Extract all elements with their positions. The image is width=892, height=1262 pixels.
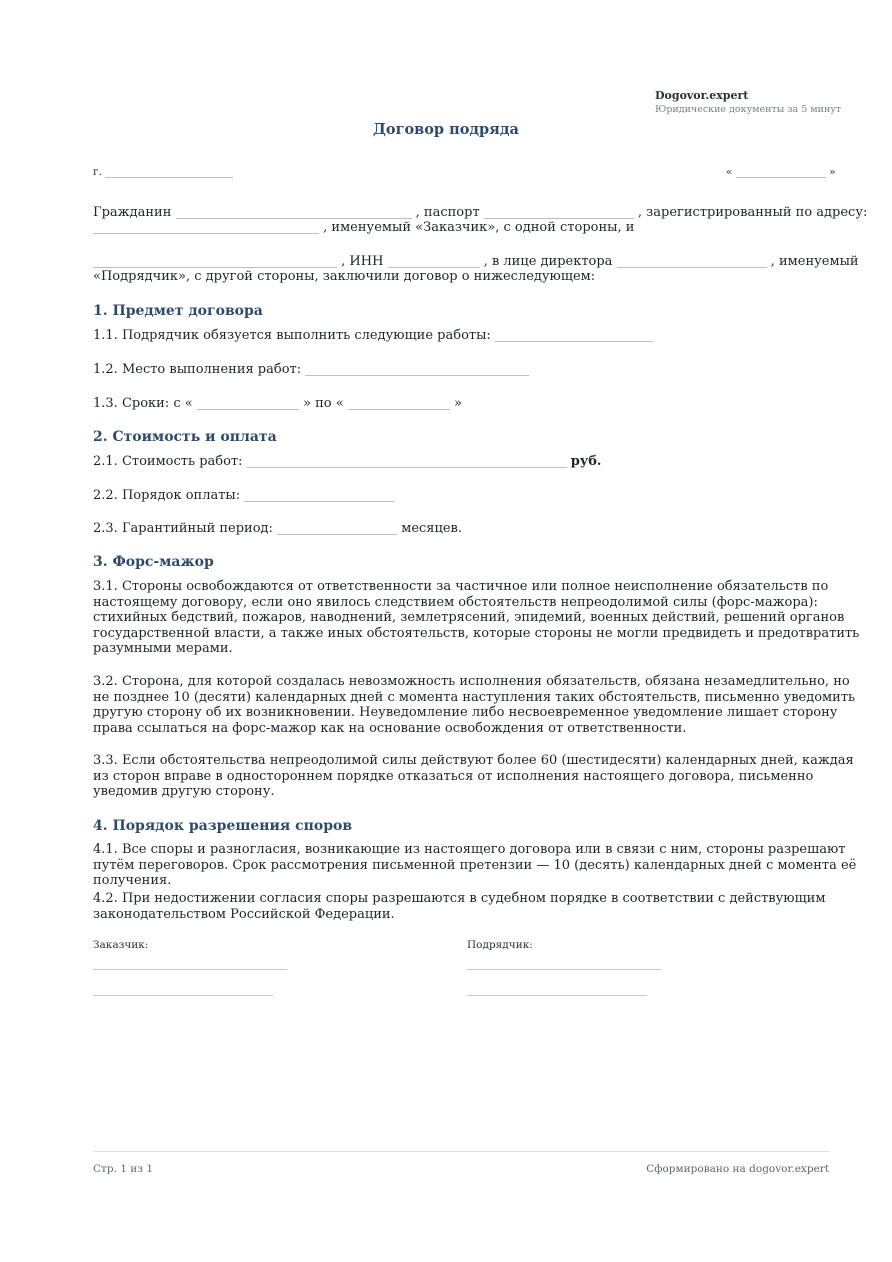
section-3-heading: 3. Форс-мажор [93,554,214,570]
brand-name: Dogovor.expert [655,89,749,102]
customer-address-field[interactable] [93,220,319,234]
brand-tagline: Юридические документы за 5 минут [655,104,842,115]
page-number: Стр. 1 из 1 [93,1163,154,1175]
customer-name-line[interactable] [93,995,273,996]
section-4-heading: 4. Порядок разрешения споров [93,818,353,834]
clause-3-3: 3.3. Если обстоятельства непреодолимой силы действуют более 60 (шестидесяти) календарных дней, каждая из сторон вправе в одностороннем порядке отказаться от исполнения настоящего договора, письменно уведомив другую сторону. [93,753,854,799]
passport-label: , паспорт [415,205,480,220]
named-label: , именуемый [770,254,859,269]
clause-1-3-mid: » по « [302,396,344,411]
works-field[interactable] [495,328,653,342]
customer-passport-field[interactable] [484,205,634,219]
parties-line-4 [93,269,595,284]
work-place-field[interactable] [305,362,529,376]
clause-4-1: 4.1. Все споры и разногласия, возникающие из настоящего договора или в связи с ним, стороны разрешают путём переговоров. Срок рассмотрения письменной претензии — 10 (десять) календарных дней с момента её получения. [93,842,857,888]
end-date-field[interactable] [348,396,450,410]
date-quote-close: » [829,166,836,178]
parties-line-3 [93,254,859,269]
contractor-signature-line[interactable] [467,969,661,970]
citizen-label: Гражданин [93,205,172,220]
registered-label: , зарегистрированный по адресу: [637,205,868,220]
customer-signature-line[interactable] [93,969,287,970]
warranty-unit: месяцев. [401,521,462,536]
clause-2-1-text: 2.1. Стоимость работ: [93,454,243,469]
clause-3-2: 3.2. Сторона, для которой создалась невозможность исполнения обязательств, обязана незамедлительно, но не позднее 10 (десяти) календарных дней с момента наступления таких обстоятельств, письменно уведомить другую сторону об их возникновении. Неуведомление либо несвоевременное уведомление лишает сторону права ссылаться на форс-мажор как на основание освобождения от ответственности. [93,674,856,736]
contractor-suffix: «Подрядчик», с другой стороны, заключили договор о нижеследующем: [93,269,596,284]
date-line [726,164,836,180]
generated-note: Сформировано на dogovor.expert [646,1163,829,1175]
start-date-field[interactable] [197,396,299,410]
contractor-signature-label: Подрядчик: [467,939,533,951]
clause-2-2 [93,488,394,503]
director-name-field[interactable] [617,254,767,268]
brand-block [655,88,841,117]
contractor-name-line[interactable] [467,995,647,996]
warranty-field[interactable] [277,521,397,535]
contractor-inn-field[interactable] [388,254,480,268]
customer-signature-label: Заказчик: [93,939,149,951]
city-line [93,164,233,180]
clause-1-2 [93,362,529,377]
parties-line-1 [93,205,867,220]
price-field[interactable] [247,454,567,468]
clause-1-2-text: 1.2. Место выполнения работ: [93,362,302,377]
section-1-heading: 1. Предмет договора [93,303,263,319]
payment-order-field[interactable] [244,488,394,502]
clause-1-3-end: » [453,396,462,411]
date-quote-open: « [726,166,733,178]
section-2-heading: 2. Стоимость и оплата [93,429,277,445]
clause-4-2: 4.2. При недостижении согласия споры разрешаются в судебном порядке в соответствии с действующим законодательством Российской Федерации. [93,891,826,922]
parties-line-2 [93,220,634,235]
footer-divider [93,1151,829,1152]
clause-2-2-text: 2.2. Порядок оплаты: [93,488,241,503]
inn-label: , ИНН [341,254,384,269]
director-label: , в лице директора [483,254,613,269]
clause-2-1 [93,454,601,469]
contractor-name-field[interactable] [93,254,337,268]
clause-1-1 [93,328,653,343]
document-title: Договор подряда [373,121,519,138]
clause-1-3 [93,396,462,411]
date-field[interactable] [736,164,826,178]
customer-suffix: , именуемый «Заказчик», с одной стороны, и [323,220,635,235]
currency-label: руб. [570,454,602,469]
clause-1-3-from: 1.3. Сроки: с « [93,396,193,411]
clause-3-1: 3.1. Стороны освобождаются от ответственности за частичное или полное неисполнение обязательств по настоящему договору, если оно явилось следствием обстоятельств непреодолимой силы (форс-мажора): стихийных бедствий, пожаров, наводнений, землетрясений, эпидемий, военных действий, решений органов государственной власти, а также иных обстоятельств, которые стороны не могли предвидеть и предотвратить разумными мерами. [93,579,860,656]
clause-2-3-text: 2.3. Гарантийный период: [93,521,273,536]
city-prefix: г. [93,166,102,178]
city-field[interactable] [105,164,233,178]
clause-2-3 [93,521,462,536]
customer-name-field[interactable] [176,205,412,219]
clause-1-1-text: 1.1. Подрядчик обязуется выполнить следующие работы: [93,328,491,343]
